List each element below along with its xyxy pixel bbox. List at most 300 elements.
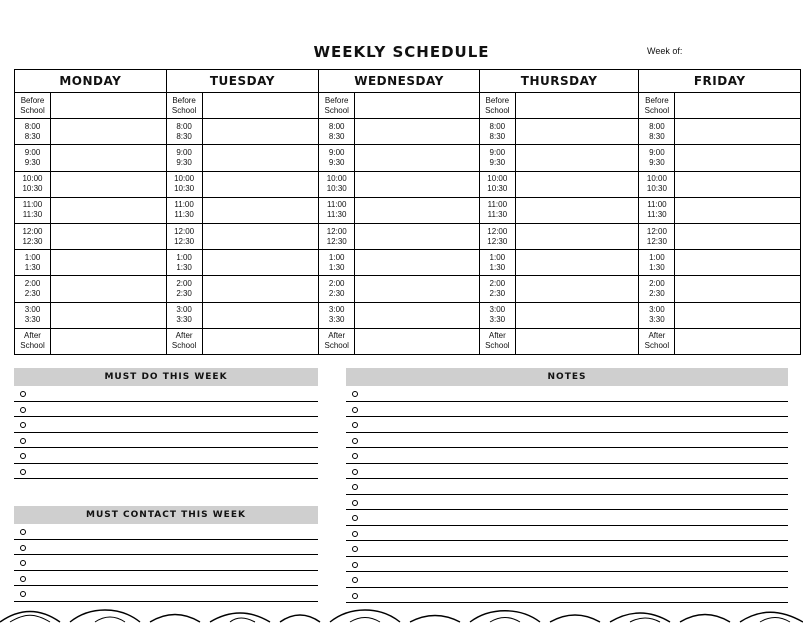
notes-header: NOTES [346, 368, 788, 386]
slot-end: School [644, 105, 670, 115]
slot-start: Before [172, 95, 196, 105]
slot-time-label [480, 224, 516, 249]
time-slot [639, 303, 800, 329]
slot-entry-area[interactable] [516, 93, 639, 118]
page-title: WEEKLY SCHEDULE [313, 43, 490, 61]
slot-end: 8:30 [24, 131, 41, 141]
slot-start: Before [645, 95, 669, 105]
slot-time-label [15, 145, 51, 170]
slot-time-label [15, 172, 51, 197]
time-slot [480, 224, 639, 250]
time-slot [167, 172, 319, 198]
slot-end: School [171, 105, 197, 115]
slot-start: 10:00 [22, 174, 43, 184]
circle-bullet-icon [20, 422, 26, 428]
slot-end: 3:30 [489, 315, 506, 325]
slot-end: 8:30 [328, 131, 345, 141]
slot-end: School [20, 105, 45, 115]
slot-end: School [485, 341, 510, 351]
circle-bullet-icon [20, 591, 26, 597]
circle-bullet-icon [352, 422, 358, 428]
week-of-label: Week of: [647, 46, 683, 56]
slot-entry-area[interactable] [355, 198, 479, 223]
slot-end: 8:30 [649, 131, 665, 141]
slot-time-label [15, 224, 51, 249]
slot-start: 12:00 [174, 226, 195, 236]
slot-start: After [24, 331, 41, 341]
slot-end: School [644, 341, 670, 351]
time-slot [480, 276, 639, 302]
slot-entry-area[interactable] [51, 329, 166, 354]
time-slot [319, 276, 479, 302]
slot-time-label [480, 198, 516, 223]
slot-entry-area[interactable] [203, 250, 319, 275]
time-slot [480, 329, 639, 354]
list-line[interactable] [346, 448, 788, 464]
slot-entry-area[interactable] [516, 172, 639, 197]
time-slot [319, 145, 479, 171]
slot-end: 9:30 [328, 158, 345, 167]
slot-time-label [480, 329, 516, 354]
time-slot [15, 250, 166, 276]
slot-time-label [639, 198, 675, 223]
slot-entry-area[interactable] [516, 145, 639, 170]
slot-end: 10:30 [174, 184, 195, 194]
time-slot [319, 329, 479, 354]
time-slot [167, 119, 319, 145]
time-slot [319, 303, 479, 329]
slot-end: 1:30 [176, 262, 192, 272]
list-line[interactable] [346, 433, 788, 449]
list-line[interactable] [346, 557, 788, 573]
notes-panel [346, 368, 788, 603]
slot-time-label [639, 172, 675, 197]
slot-time-label [319, 93, 355, 118]
slot-entry-area[interactable] [203, 145, 319, 170]
slot-start: 2:00 [649, 279, 665, 289]
slot-time-label [639, 145, 675, 170]
list-line[interactable] [346, 464, 788, 480]
slot-start: 9:00 [176, 148, 192, 157]
circle-bullet-icon [20, 453, 26, 459]
time-slot [15, 93, 166, 119]
slot-start: 8:00 [176, 121, 192, 131]
slot-entry-area[interactable] [355, 224, 479, 249]
day-header: MONDAY [15, 70, 166, 93]
circle-bullet-icon [20, 560, 26, 566]
slot-end: 12:30 [487, 236, 508, 246]
time-slot [167, 93, 319, 119]
slot-entry-area[interactable] [675, 276, 800, 301]
must-contact-panel [14, 506, 318, 602]
slot-start: Before [485, 95, 510, 105]
slot-entry-area[interactable] [675, 172, 800, 197]
slot-entry-area[interactable] [675, 224, 800, 249]
slot-entry-area[interactable] [355, 250, 479, 275]
slot-entry-area[interactable] [516, 303, 639, 328]
slot-time-label [15, 250, 51, 275]
slot-entry-area[interactable] [516, 119, 639, 144]
circle-bullet-icon [352, 546, 358, 552]
time-slot [15, 329, 166, 354]
slot-time-label [167, 250, 203, 275]
slot-end: 11:30 [22, 210, 43, 220]
circle-bullet-icon [20, 391, 26, 397]
circle-bullet-icon [20, 529, 26, 535]
slot-end: School [20, 341, 45, 351]
time-slot [480, 93, 639, 119]
slot-end: 10:30 [326, 184, 347, 194]
circle-bullet-icon [20, 469, 26, 475]
slot-entry-area[interactable] [355, 329, 479, 354]
slot-end: 12:30 [174, 236, 195, 246]
slot-end: 3:30 [24, 315, 41, 325]
list-line[interactable] [346, 526, 788, 542]
slot-start: 12:00 [22, 226, 43, 236]
slot-time-label [480, 172, 516, 197]
slot-start: 9:00 [24, 148, 41, 157]
circle-bullet-icon [20, 407, 26, 413]
slot-start: 3:00 [176, 305, 192, 315]
slot-start: 8:00 [328, 121, 345, 131]
slot-start: 2:00 [24, 279, 41, 289]
list-line[interactable] [346, 386, 788, 402]
day-column-thursday [480, 70, 640, 354]
slot-entry-area[interactable] [516, 329, 639, 354]
slot-entry-area[interactable] [203, 172, 319, 197]
list-line[interactable] [14, 464, 318, 480]
time-slot [15, 224, 166, 250]
circle-bullet-icon [352, 500, 358, 506]
slot-start: 12:00 [326, 226, 347, 236]
slot-time-label [319, 250, 355, 275]
list-line[interactable] [346, 541, 788, 557]
slot-time-label [319, 303, 355, 328]
circle-bullet-icon [352, 407, 358, 413]
slot-start: 10:00 [646, 174, 667, 184]
slot-entry-area[interactable] [516, 250, 639, 275]
slot-end: 11:30 [647, 210, 667, 220]
slot-entry-area[interactable] [203, 224, 319, 249]
slot-end: 9:30 [176, 158, 192, 167]
slot-entry-area[interactable] [203, 303, 319, 328]
slot-time-label [639, 303, 675, 328]
circle-bullet-icon [352, 453, 358, 459]
slot-entry-area[interactable] [355, 172, 479, 197]
slot-start: 3:00 [24, 305, 41, 315]
slot-time-label [639, 276, 675, 301]
slot-end: 2:30 [328, 289, 345, 299]
time-slot [319, 119, 479, 145]
slot-time-label [167, 198, 203, 223]
slot-entry-area[interactable] [51, 276, 166, 301]
slot-start: 1:00 [24, 252, 41, 262]
list-line[interactable] [346, 402, 788, 418]
time-slot [167, 329, 319, 354]
slot-start: 10:00 [174, 174, 195, 184]
slot-entry-area[interactable] [355, 276, 479, 301]
slot-time-label [15, 276, 51, 301]
slot-entry-area[interactable] [675, 250, 800, 275]
slot-end: 2:30 [649, 289, 665, 299]
list-line[interactable] [14, 402, 318, 418]
slot-entry-area[interactable] [51, 172, 166, 197]
slot-end: 10:30 [646, 184, 667, 194]
slot-entry-area[interactable] [203, 329, 319, 354]
slot-entry-area[interactable] [51, 250, 166, 275]
slot-entry-area[interactable] [203, 119, 319, 144]
slot-end: 1:30 [649, 262, 665, 272]
list-line[interactable] [14, 386, 318, 402]
time-slot [639, 145, 800, 171]
slot-start: 2:00 [176, 279, 192, 289]
time-slot [639, 172, 800, 198]
slot-time-label [15, 119, 51, 144]
slot-end: 1:30 [328, 262, 345, 272]
slot-start: Before [324, 95, 349, 105]
slot-start: Before [20, 95, 45, 105]
slot-time-label [167, 276, 203, 301]
time-slot [480, 250, 639, 276]
slot-time-label [639, 250, 675, 275]
time-slot [480, 145, 639, 171]
time-slot [319, 198, 479, 224]
list-line[interactable] [346, 479, 788, 495]
slot-time-label [167, 119, 203, 144]
slot-start: 1:00 [176, 252, 192, 262]
time-slot [15, 276, 166, 302]
day-column-tuesday [167, 70, 320, 354]
list-line[interactable] [346, 495, 788, 511]
time-slot [319, 224, 479, 250]
time-slot [319, 93, 479, 119]
slot-entry-area[interactable] [203, 93, 319, 118]
list-line[interactable] [14, 555, 318, 571]
time-slot [15, 198, 166, 224]
list-line[interactable] [346, 572, 788, 588]
slot-time-label [319, 172, 355, 197]
day-column-monday [15, 70, 167, 354]
slot-entry-area[interactable] [51, 93, 166, 118]
slot-end: School [171, 341, 197, 351]
list-line[interactable] [14, 433, 318, 449]
slot-time-label [15, 303, 51, 328]
slot-end: 12:30 [326, 236, 347, 246]
slot-start: 11:00 [174, 200, 194, 210]
slot-start: 8:00 [24, 121, 41, 131]
slot-entry-area[interactable] [51, 224, 166, 249]
slot-start: 11:00 [327, 200, 347, 210]
slot-entry-area[interactable] [355, 119, 479, 144]
time-slot [319, 172, 479, 198]
time-slot [167, 276, 319, 302]
slot-entry-area[interactable] [516, 276, 639, 301]
slot-time-label [15, 93, 51, 118]
slot-entry-area[interactable] [355, 303, 479, 328]
time-slot [15, 303, 166, 329]
circle-bullet-icon [352, 515, 358, 521]
list-line[interactable] [346, 417, 788, 433]
slot-start: 1:00 [328, 252, 345, 262]
slot-time-label [319, 119, 355, 144]
slot-time-label [167, 145, 203, 170]
circle-bullet-icon [352, 593, 358, 599]
circle-bullet-icon [352, 391, 358, 397]
slot-entry-area[interactable] [675, 329, 800, 354]
slot-start: 11:00 [647, 200, 667, 210]
list-line[interactable] [346, 510, 788, 526]
slot-end: School [324, 105, 349, 115]
slot-end: School [324, 341, 349, 351]
time-slot [15, 145, 166, 171]
slot-entry-area[interactable] [355, 145, 479, 170]
time-slot [639, 93, 800, 119]
slot-time-label [639, 119, 675, 144]
slot-start: 10:00 [487, 174, 508, 184]
slot-entry-area[interactable] [675, 145, 800, 170]
slot-time-label [480, 119, 516, 144]
time-slot [15, 172, 166, 198]
circle-bullet-icon [20, 576, 26, 582]
time-slot [167, 303, 319, 329]
slot-start: 2:00 [489, 279, 506, 289]
slot-time-label [319, 145, 355, 170]
time-slot [639, 198, 800, 224]
slot-start: 9:00 [649, 148, 665, 157]
slot-start: 12:00 [487, 226, 508, 236]
slot-time-label [15, 329, 51, 354]
slot-start: 9:00 [489, 148, 506, 157]
time-slot [480, 303, 639, 329]
circle-bullet-icon [352, 577, 358, 583]
day-column-wednesday [319, 70, 480, 354]
slot-time-label [639, 329, 675, 354]
time-slot [15, 119, 166, 145]
time-slot [639, 250, 800, 276]
slot-time-label [639, 224, 675, 249]
slot-start: 11:00 [22, 200, 43, 210]
day-header: WEDNESDAY [319, 70, 479, 93]
slot-time-label [319, 198, 355, 223]
list-line[interactable] [14, 540, 318, 556]
slot-start: After [488, 331, 506, 341]
slot-time-label [639, 93, 675, 118]
decorative-pattern [0, 604, 803, 623]
slot-start: 12:00 [646, 226, 667, 236]
slot-entry-area[interactable] [675, 119, 800, 144]
circle-bullet-icon [352, 484, 358, 490]
slot-entry-area[interactable] [516, 224, 639, 249]
circle-bullet-icon [20, 545, 26, 551]
slot-end: 10:30 [487, 184, 508, 194]
slot-start: 8:00 [489, 121, 506, 131]
time-slot [167, 250, 319, 276]
slot-entry-area[interactable] [51, 145, 166, 170]
slot-time-label [480, 303, 516, 328]
slot-end: 2:30 [176, 289, 192, 299]
slot-start: After [175, 331, 193, 341]
slot-time-label [167, 224, 203, 249]
slot-entry-area[interactable] [355, 93, 479, 118]
slot-end: 3:30 [328, 315, 345, 325]
list-line[interactable] [346, 588, 788, 604]
slot-time-label [319, 276, 355, 301]
slot-end: 11:30 [174, 210, 194, 220]
time-slot [167, 198, 319, 224]
slot-start: 9:00 [328, 148, 345, 157]
list-line[interactable] [14, 571, 318, 587]
slot-end: 8:30 [176, 131, 192, 141]
time-slot [639, 224, 800, 250]
slot-end: 8:30 [489, 131, 506, 141]
time-slot [639, 329, 800, 354]
slot-time-label [480, 250, 516, 275]
slot-time-label [319, 224, 355, 249]
slot-end: School [485, 105, 510, 115]
list-line[interactable] [14, 586, 318, 602]
circle-bullet-icon [352, 562, 358, 568]
slot-entry-area[interactable] [203, 198, 319, 223]
must-contact-header: MUST CONTACT THIS WEEK [14, 506, 318, 524]
slot-end: 9:30 [489, 158, 506, 167]
slot-end: 9:30 [649, 158, 665, 167]
slot-end: 11:30 [327, 210, 347, 220]
circle-bullet-icon [352, 531, 358, 537]
slot-time-label [480, 93, 516, 118]
time-slot [480, 119, 639, 145]
time-slot [167, 145, 319, 171]
slot-end: 9:30 [24, 158, 41, 167]
slot-end: 1:30 [489, 262, 506, 272]
slot-end: 3:30 [176, 315, 192, 325]
list-line[interactable] [14, 524, 318, 540]
slot-end: 11:30 [487, 210, 508, 220]
must-do-header: MUST DO THIS WEEK [14, 368, 318, 386]
list-line[interactable] [14, 448, 318, 464]
schedule-grid [14, 69, 801, 355]
slot-start: 3:00 [489, 305, 506, 315]
slot-time-label [15, 198, 51, 223]
slot-time-label [167, 303, 203, 328]
slot-time-label [480, 276, 516, 301]
slot-entry-area[interactable] [675, 198, 800, 223]
time-slot [167, 224, 319, 250]
circle-bullet-icon [352, 469, 358, 475]
slot-start: 2:00 [328, 279, 345, 289]
slot-start: After [648, 331, 666, 341]
slot-start: 10:00 [326, 174, 347, 184]
slot-end: 3:30 [649, 315, 665, 325]
slot-entry-area[interactable] [51, 119, 166, 144]
must-do-panel [14, 368, 318, 479]
slot-entry-area[interactable] [675, 93, 800, 118]
list-line[interactable] [14, 417, 318, 433]
slot-entry-area[interactable] [675, 303, 800, 328]
circle-bullet-icon [20, 438, 26, 444]
slot-end: 2:30 [24, 289, 41, 299]
slot-entry-area[interactable] [51, 303, 166, 328]
slot-entry-area[interactable] [203, 276, 319, 301]
slot-end: 2:30 [489, 289, 506, 299]
slot-time-label [167, 93, 203, 118]
slot-time-label [167, 172, 203, 197]
time-slot [639, 119, 800, 145]
time-slot [639, 276, 800, 302]
slot-start: 3:00 [649, 305, 665, 315]
slot-entry-area[interactable] [516, 198, 639, 223]
slot-entry-area[interactable] [51, 198, 166, 223]
slot-start: 11:00 [487, 200, 508, 210]
